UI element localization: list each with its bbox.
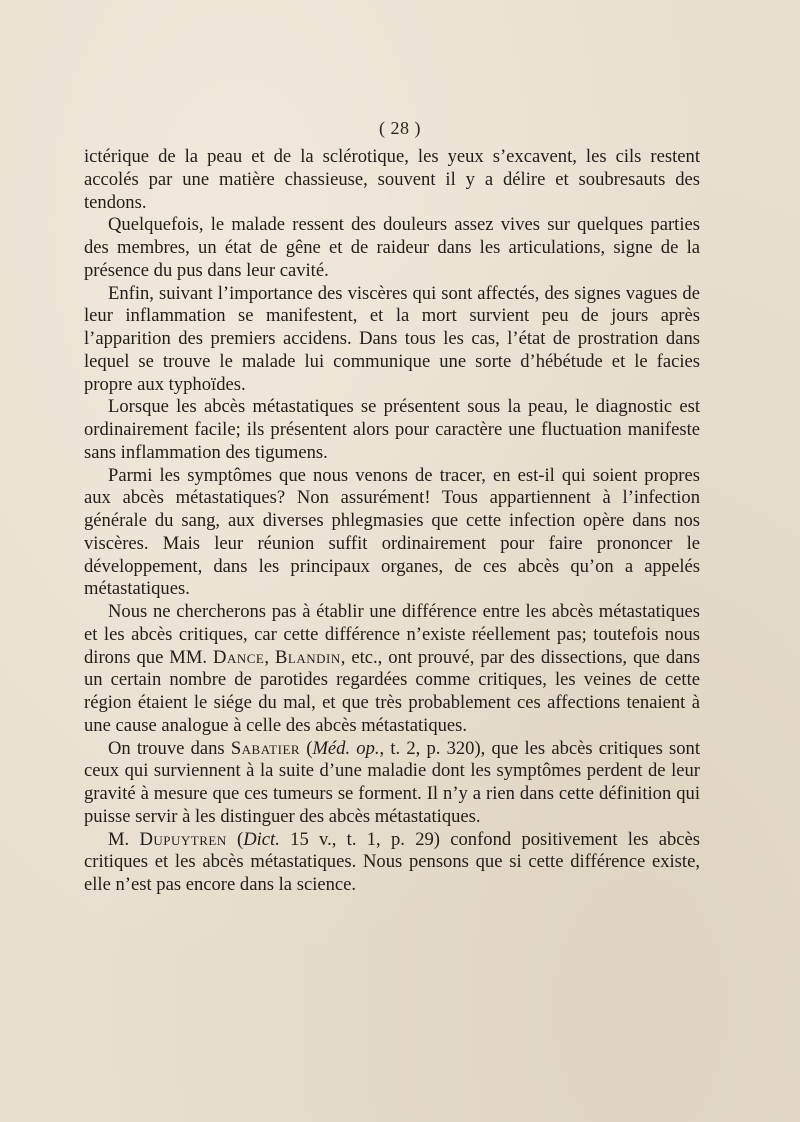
text-run: M. bbox=[108, 828, 140, 850]
paragraph bbox=[84, 465, 700, 602]
text-run: Nous ne chercherons pas à établir une différence entre les abcès métastatiques et les abcès critiques, car cette différence n’existe réellement pas; toutefois nous dirons que MM. bbox=[84, 601, 700, 668]
paragraph bbox=[84, 283, 700, 397]
text-run: , etc., ont prouvé, par des dissections, que dans un certain nombre de parotides regardées comme critiques, les veines de cette région étaient le siége du mal, et que très probablement ces affections tenaient à une cause analogue à celle des abcès métastatiques. bbox=[84, 646, 700, 736]
text-run: ( bbox=[226, 828, 244, 850]
paragraph bbox=[84, 829, 700, 897]
text-run: ( bbox=[300, 737, 313, 759]
paragraph bbox=[84, 146, 700, 214]
text-run: Quelquefois, le malade ressent des douleurs assez vives sur quelques parties des membres, un état de gêne et de raideur dans les articulations, signe de la présence du pus dans leur cavité. bbox=[84, 214, 700, 281]
text-run: , t. 2, p. 320), que les abcès critiques sont ceux qui surviennent à la suite d’une maladie dont les symptômes perdent de leur gravité à mesure que ces tumeurs se forment. Il n’y a rien dans cette définition qui puisse servir à les distinguer des abcès métastatiques. bbox=[84, 737, 701, 827]
paragraph bbox=[84, 396, 700, 464]
author-name: Blandin bbox=[274, 646, 341, 668]
page-number: ( 28 ) bbox=[379, 118, 421, 138]
text-run: ictérique de la peau et de la sclérotique, les yeux s’excavent, les cils restent accolés par une matière chassieuse, souvent il y a délire et soubresauts des tendons. bbox=[84, 146, 700, 213]
citation-title: Dict. bbox=[243, 828, 280, 850]
paragraph bbox=[84, 214, 700, 282]
paragraph bbox=[84, 738, 700, 829]
body-text bbox=[84, 146, 700, 897]
text-run: Lorsque les abcès métastatiques se présentent sous la peau, le diagnostic est ordinairement facile; ils présentent alors pour caractère une fluctuation manifeste sans inflammation des tigumens. bbox=[84, 396, 700, 463]
text-run: Parmi les symptômes que nous venons de tracer, en est-il qui soient propres aux abcès métastatiques? Non assurément! Tous appartiennent à l’infection générale du sang, aux diverses phlegmasies que cette infection opère dans nos viscères. Mais leur réunion suffit ordinairement pour faire prononcer le développement, dans les principaux organes, de ces abcès qu’on a appelés métastatiques. bbox=[84, 464, 700, 600]
text-run: , bbox=[264, 646, 275, 668]
citation-title: Méd. op. bbox=[312, 737, 380, 759]
author-name: Dupuytren bbox=[139, 828, 227, 850]
author-name: Sabatier bbox=[230, 737, 301, 759]
text-run: 15 v., t. 1, p. 29) confond positivement les abcès critiques et les abcès métastatiques. Nous pensons que si cette différence existe, elle n’est pas encore dans la science. bbox=[84, 828, 700, 895]
text-run: Enfin, suivant l’importance des viscères qui sont affectés, des signes vagues de leur inflammation se manifestent, et la mort survient peu de jours après l’apparition des premiers accidens. Dans tous les cas, l’état de prostration dans lequel se trouve le malade lui communique une sorte d’hébétude et le facies propre aux typhoïdes. bbox=[84, 282, 700, 395]
paragraph bbox=[84, 601, 700, 738]
text-run: On trouve dans bbox=[108, 737, 231, 759]
author-name: Dance bbox=[213, 646, 265, 668]
